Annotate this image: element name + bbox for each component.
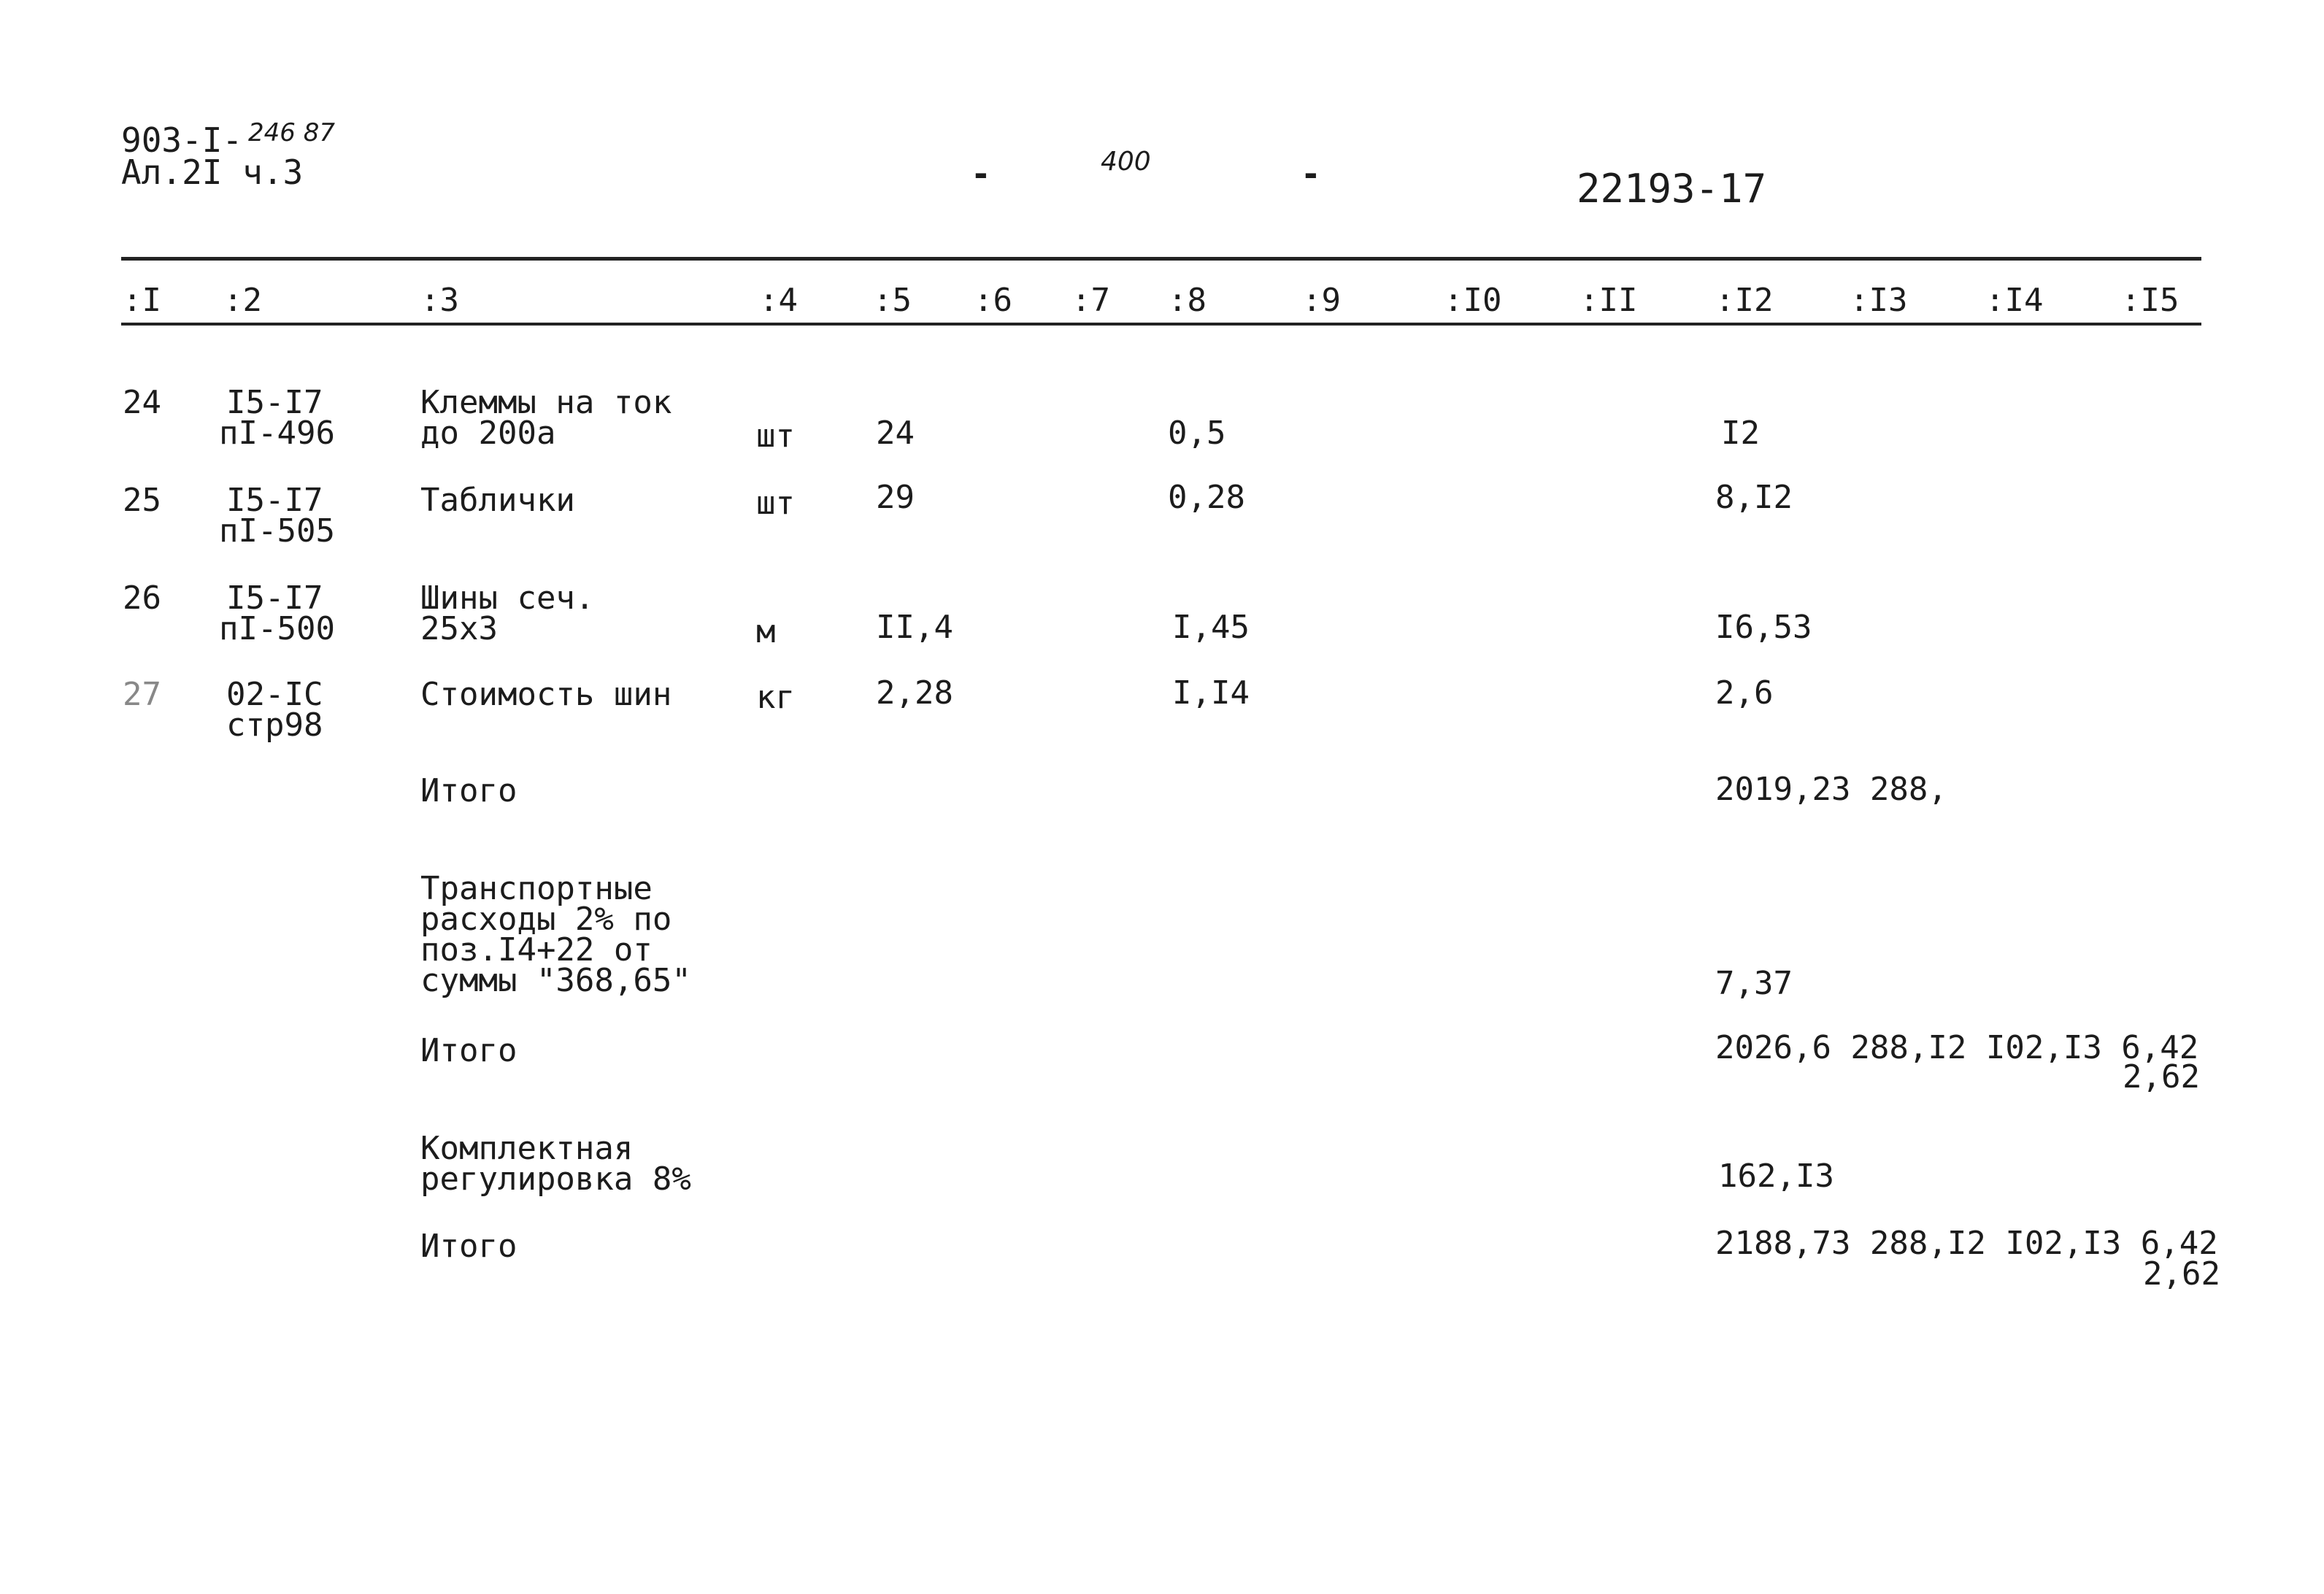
total-extra: 2,62	[2143, 1255, 2220, 1293]
col-header-14: :I4	[1985, 282, 2044, 319]
col-header-4: :4	[759, 282, 798, 319]
subtotal-2-values: 2026,6 288,I2 I02,I3 6,42	[1715, 1029, 2199, 1066]
col-header-1: :I	[123, 282, 161, 319]
adjust-value: 162,I3	[1718, 1158, 1834, 1195]
transport-value: 7,37	[1715, 965, 1793, 1002]
row-26-no: 26	[123, 580, 161, 617]
header-top-rule	[121, 257, 2201, 261]
row-26-price: I,45	[1172, 609, 1250, 646]
row-26-ref-1: I5-I7	[226, 580, 323, 617]
transport-label-2: расходы 2% по	[420, 901, 672, 938]
subtotal-2-extra: 2,62	[2123, 1058, 2200, 1096]
row-27-qty: 2,28	[876, 674, 953, 712]
row-26-unit: м	[756, 613, 776, 650]
col-header-9: :9	[1302, 282, 1341, 319]
subtotal-2-label: Итого	[420, 1032, 517, 1069]
col-header-2: :2	[223, 282, 262, 319]
page-number: 400	[1101, 147, 1151, 177]
col-header-8: :8	[1168, 282, 1207, 319]
row-24-ref-2: пI-496	[219, 415, 335, 452]
row-24-no: 24	[123, 384, 161, 421]
col-header-5: :5	[873, 282, 912, 319]
row-25-unit: шт	[756, 485, 795, 522]
row-25-ref-2: пI-505	[219, 512, 335, 550]
row-24-unit: шт	[756, 417, 795, 455]
col-header-6: :6	[974, 282, 1012, 319]
header-bottom-rule	[121, 323, 2201, 326]
transport-label-3: поз.I4+22 от	[420, 931, 653, 969]
row-24-qty: 24	[876, 415, 915, 452]
subtotal-1-values: 2019,23 288,	[1715, 771, 1947, 808]
col-header-12: :I2	[1715, 282, 1774, 319]
total-values: 2188,73 288,I2 I02,I3 6,42	[1715, 1225, 2218, 1262]
row-27-unit: кг	[756, 679, 795, 716]
row-25-price: 0,28	[1168, 479, 1245, 516]
row-27-name-1: Стоимость шин	[420, 676, 672, 713]
row-26-qty: II,4	[876, 609, 953, 646]
col-header-11: :II	[1580, 282, 1638, 319]
row-24-price: 0,5	[1168, 415, 1226, 452]
subtotal-1-label: Итого	[420, 772, 517, 809]
row-25-qty: 29	[876, 479, 915, 516]
row-25-no: 25	[123, 482, 161, 519]
adjust-label-1: Комплектная	[420, 1130, 634, 1167]
transport-label-4: суммы "368,65"	[420, 962, 691, 999]
col-header-10: :I0	[1444, 282, 1502, 319]
album-label: Ал.2I ч.3	[121, 153, 304, 192]
row-27-ref-2: стр98	[226, 706, 323, 744]
row-24-name-1: Клеммы на ток	[420, 384, 672, 421]
row-24-ref-1: I5-I7	[226, 384, 323, 421]
row-26-name-2: 25х3	[420, 610, 498, 647]
row-24-name-2: до 200а	[420, 415, 556, 452]
row-27-price: I,I4	[1172, 674, 1250, 712]
col-header-7: :7	[1071, 282, 1110, 319]
row-24-total: I2	[1721, 415, 1760, 452]
col-header-15: :I5	[2121, 282, 2179, 319]
row-25-ref-1: I5-I7	[226, 482, 323, 519]
row-27-ref-1: 02-IC	[226, 676, 323, 713]
adjust-label-2: регулировка 8%	[420, 1160, 691, 1198]
col-header-13: :I3	[1850, 282, 1908, 319]
row-27-no: 27	[123, 676, 161, 713]
inventory-number: 22193-17	[1577, 166, 1767, 212]
row-26-name-1: Шины сеч.	[420, 580, 595, 617]
doc-code: 903-I-	[121, 120, 243, 160]
row-25-name-1: Таблички	[420, 482, 575, 519]
row-25-total: 8,I2	[1715, 479, 1793, 516]
col-header-3: :3	[420, 282, 459, 319]
row-26-total: I6,53	[1715, 609, 1812, 646]
row-27-total: 2,6	[1715, 674, 1774, 712]
doc-code-handwritten: 246 87	[248, 118, 335, 147]
transport-label-1: Транспортные	[420, 870, 653, 907]
dash-right: -	[1301, 154, 1321, 193]
total-label: Итого	[420, 1228, 517, 1265]
dash-left: -	[971, 154, 991, 193]
row-26-ref-2: пI-500	[219, 610, 335, 647]
